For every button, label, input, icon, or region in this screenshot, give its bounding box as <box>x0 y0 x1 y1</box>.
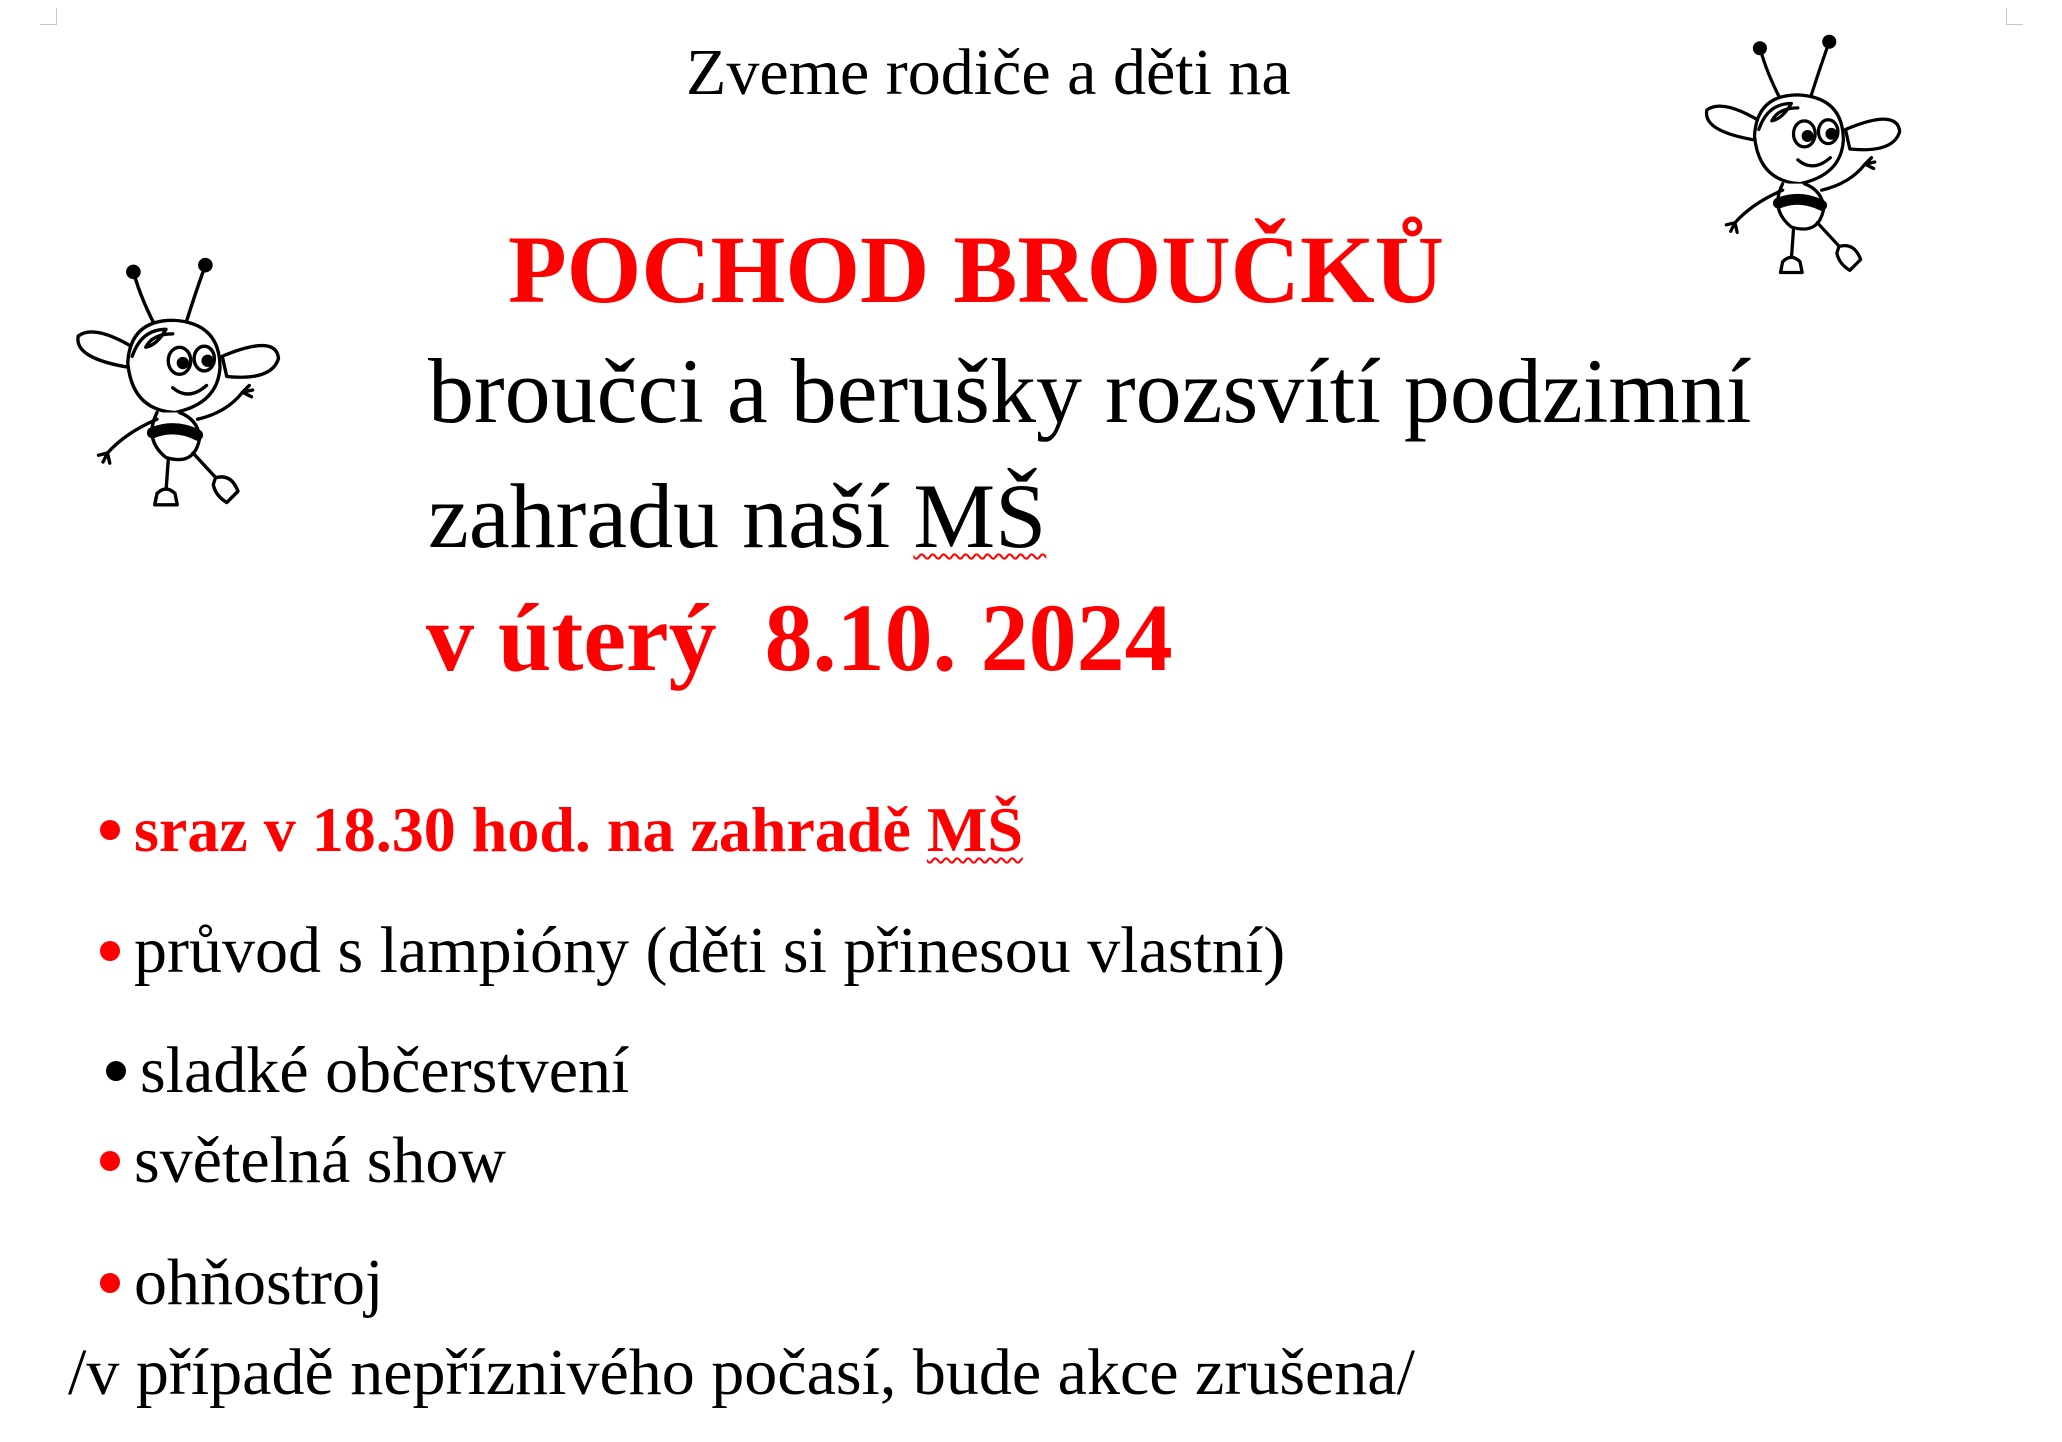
meeting-ms: MŠ <box>926 794 1023 865</box>
description-line-2 <box>428 465 1047 567</box>
description-line-2-text: zahradu naší <box>428 465 914 567</box>
list-item-meeting <box>100 794 1023 865</box>
parade-text: průvod s lampióny (děti si přinesou vlastní) <box>134 914 1286 987</box>
bullet-icon <box>100 941 120 961</box>
bullet-icon <box>106 1061 126 1081</box>
bullet-icon <box>100 1151 120 1171</box>
invitation-text: Zveme rodiče a děti na <box>686 36 1291 109</box>
ms-abbreviation: MŠ <box>913 465 1047 567</box>
refreshments-text: sladké občerstvení <box>140 1034 630 1107</box>
meeting-text: sraz v 18.30 hod. na zahradě <box>134 794 927 865</box>
fireworks-text: ohňostroj <box>134 1246 384 1319</box>
bee-icon <box>60 255 290 525</box>
event-date: v úterý 8.10. 2024 <box>426 584 1173 691</box>
event-title: POCHOD BROUČKŮ <box>508 216 1444 323</box>
list-item-light-show <box>100 1124 507 1197</box>
page-corner-mark-right <box>2006 8 2023 25</box>
bee-icon <box>1690 32 1910 292</box>
list-item-fireworks <box>100 1246 384 1319</box>
list-item-parade <box>100 914 1286 987</box>
bullet-icon <box>100 820 120 840</box>
description-line-1: broučci a berušky rozsvítí podzimní <box>428 340 1752 442</box>
list-item-refreshments <box>106 1034 630 1107</box>
light-show-text: světelná show <box>134 1124 507 1197</box>
bullet-icon <box>100 1273 120 1293</box>
cancellation-note: /v případě nepříznivého počasí, bude akce zrušena/ <box>68 1336 1415 1409</box>
page-corner-mark-left <box>40 8 57 25</box>
